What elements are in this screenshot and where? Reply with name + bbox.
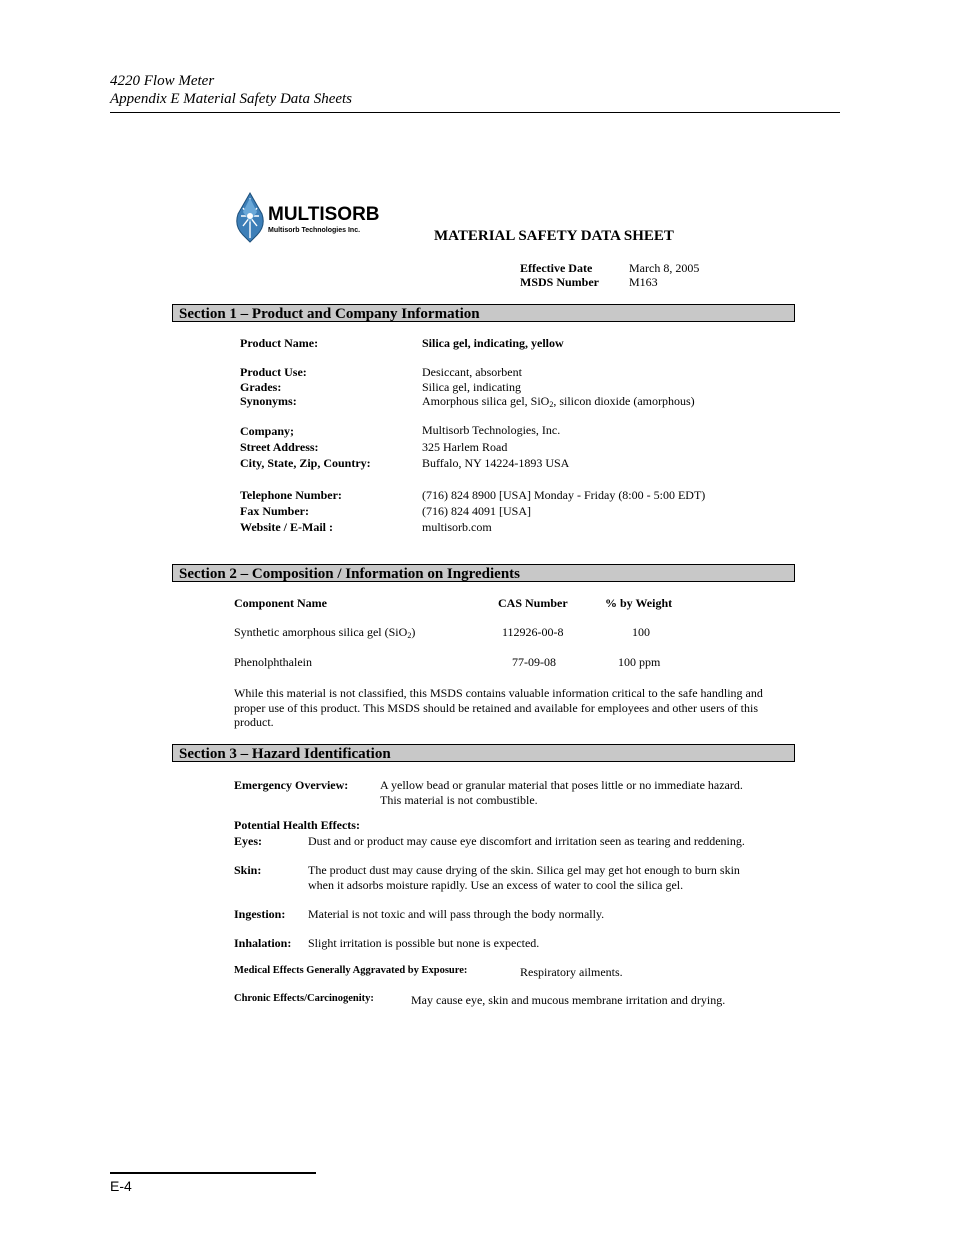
city-label: City, State, Zip, Country: [240, 456, 371, 470]
section-3-heading: Section 3 – Hazard Identification [172, 744, 795, 762]
skin-label: Skin: [234, 863, 262, 877]
inhalation-value: Slight irritation is possible but none is expected. [308, 936, 540, 950]
street-value: 325 Harlem Road [422, 440, 508, 454]
grades-label: Grades: [240, 380, 282, 394]
company-label: Company; [240, 424, 295, 438]
section-1-heading: Section 1 – Product and Company Information [172, 304, 795, 322]
health-effects-label: Potential Health Effects: [234, 818, 360, 832]
medical-effects-label: Medical Effects Generally Aggravated by Exposure: [234, 965, 468, 976]
ingredient-2-name: Phenolphthalein [234, 655, 312, 669]
ingestion-value: Material is not toxic and will pass through the body normally. [308, 907, 605, 921]
emergency-overview-line1: A yellow bead or granular material that poses little or no immediate hazard. [380, 778, 743, 792]
telephone-value: (716) 824 8900 [USA] Monday - Friday (8:00 - 5:00 EDT) [422, 488, 706, 502]
telephone-label: Telephone Number: [240, 488, 342, 502]
ingredient-2-weight: 100 ppm [618, 655, 661, 669]
fax-value: (716) 824 4091 [USA] [422, 504, 531, 518]
document-title: MATERIAL SAFETY DATA SHEET [434, 228, 674, 244]
city-value: Buffalo, NY 14224-1893 USA [422, 456, 570, 470]
classification-note: While this material is not classified, this MSDS contains valuable information critical to the safe handling and proper use of this product. This MSDS should be retained and available for employees and other users of this product. [234, 686, 763, 729]
fax-label: Fax Number: [240, 504, 309, 518]
ingredient-1-name: Synthetic amorphous silica gel (SiO$_2$) [234, 625, 416, 640]
emergency-overview-label: Emergency Overview: [234, 778, 349, 792]
emergency-overview-line2: This material is not combustible. [380, 793, 538, 807]
eyes-value: Dust and or product may cause eye discomfort and irritation seen as tearing and reddening. [308, 834, 745, 848]
street-label: Street Address: [240, 440, 319, 454]
col-cas-number: CAS Number [498, 596, 568, 610]
chronic-effects-label: Chronic Effects/Carcinogenity: [234, 993, 374, 1004]
ingredient-1-cas: 112926-00-8 [502, 625, 564, 639]
company-value: Multisorb Technologies, Inc. [422, 423, 561, 437]
ingestion-label: Ingestion: [234, 907, 286, 921]
eyes-label: Eyes: [234, 834, 262, 848]
msds-number-label: MSDS Number [520, 275, 600, 289]
medical-effects-value: Respiratory ailments. [520, 965, 623, 979]
multisorb-logo-icon [233, 192, 267, 244]
skin-line1: The product dust may cause drying of the skin. Silica gel may get hot enough to burn skin [308, 863, 740, 877]
product-name-value: Silica gel, indicating, yellow [422, 336, 564, 350]
logo-wordmark: MULTISORB [268, 204, 380, 225]
product-use-value: Desiccant, absorbent [422, 365, 522, 379]
product-use-label: Product Use: [240, 365, 307, 379]
col-percent-weight: % by Weight [605, 596, 673, 610]
effective-date-value: March 8, 2005 [629, 261, 700, 275]
running-header-subtitle: Appendix E Material Safety Data Sheets [110, 91, 353, 107]
product-name-label: Product Name: [240, 336, 319, 350]
section-2-heading: Section 2 – Composition / Information on Ingredients [172, 564, 795, 582]
ingredient-1-weight: 100 [632, 625, 650, 639]
skin-line2: when it adsorbs moisture rapidly. Use an excess of water to cool the silica gel. [308, 878, 684, 892]
header-rule [110, 112, 840, 113]
website-value: multisorb.com [422, 520, 492, 534]
chronic-effects-value: May cause eye, skin and mucous membrane irritation and drying. [411, 993, 726, 1007]
logo-subtitle: Multisorb Technologies Inc. [268, 227, 361, 234]
footer-rule [110, 1172, 316, 1174]
website-label: Website / E-Mail : [240, 520, 333, 534]
running-header-title: 4220 Flow Meter [110, 73, 215, 89]
ingredient-2-cas: 77-09-08 [512, 655, 556, 669]
inhalation-label: Inhalation: [234, 936, 292, 950]
page-number: E-4 [110, 1178, 132, 1194]
synonyms-value: Amorphous silica gel, SiO$_2$, silicon dioxide (amorphous) [422, 394, 695, 409]
effective-date-label: Effective Date [520, 261, 593, 275]
synonyms-label: Synonyms: [240, 394, 297, 408]
msds-number-value: M163 [629, 275, 658, 289]
grades-value: Silica gel, indicating [422, 380, 521, 394]
col-component-name: Component Name [234, 596, 327, 610]
